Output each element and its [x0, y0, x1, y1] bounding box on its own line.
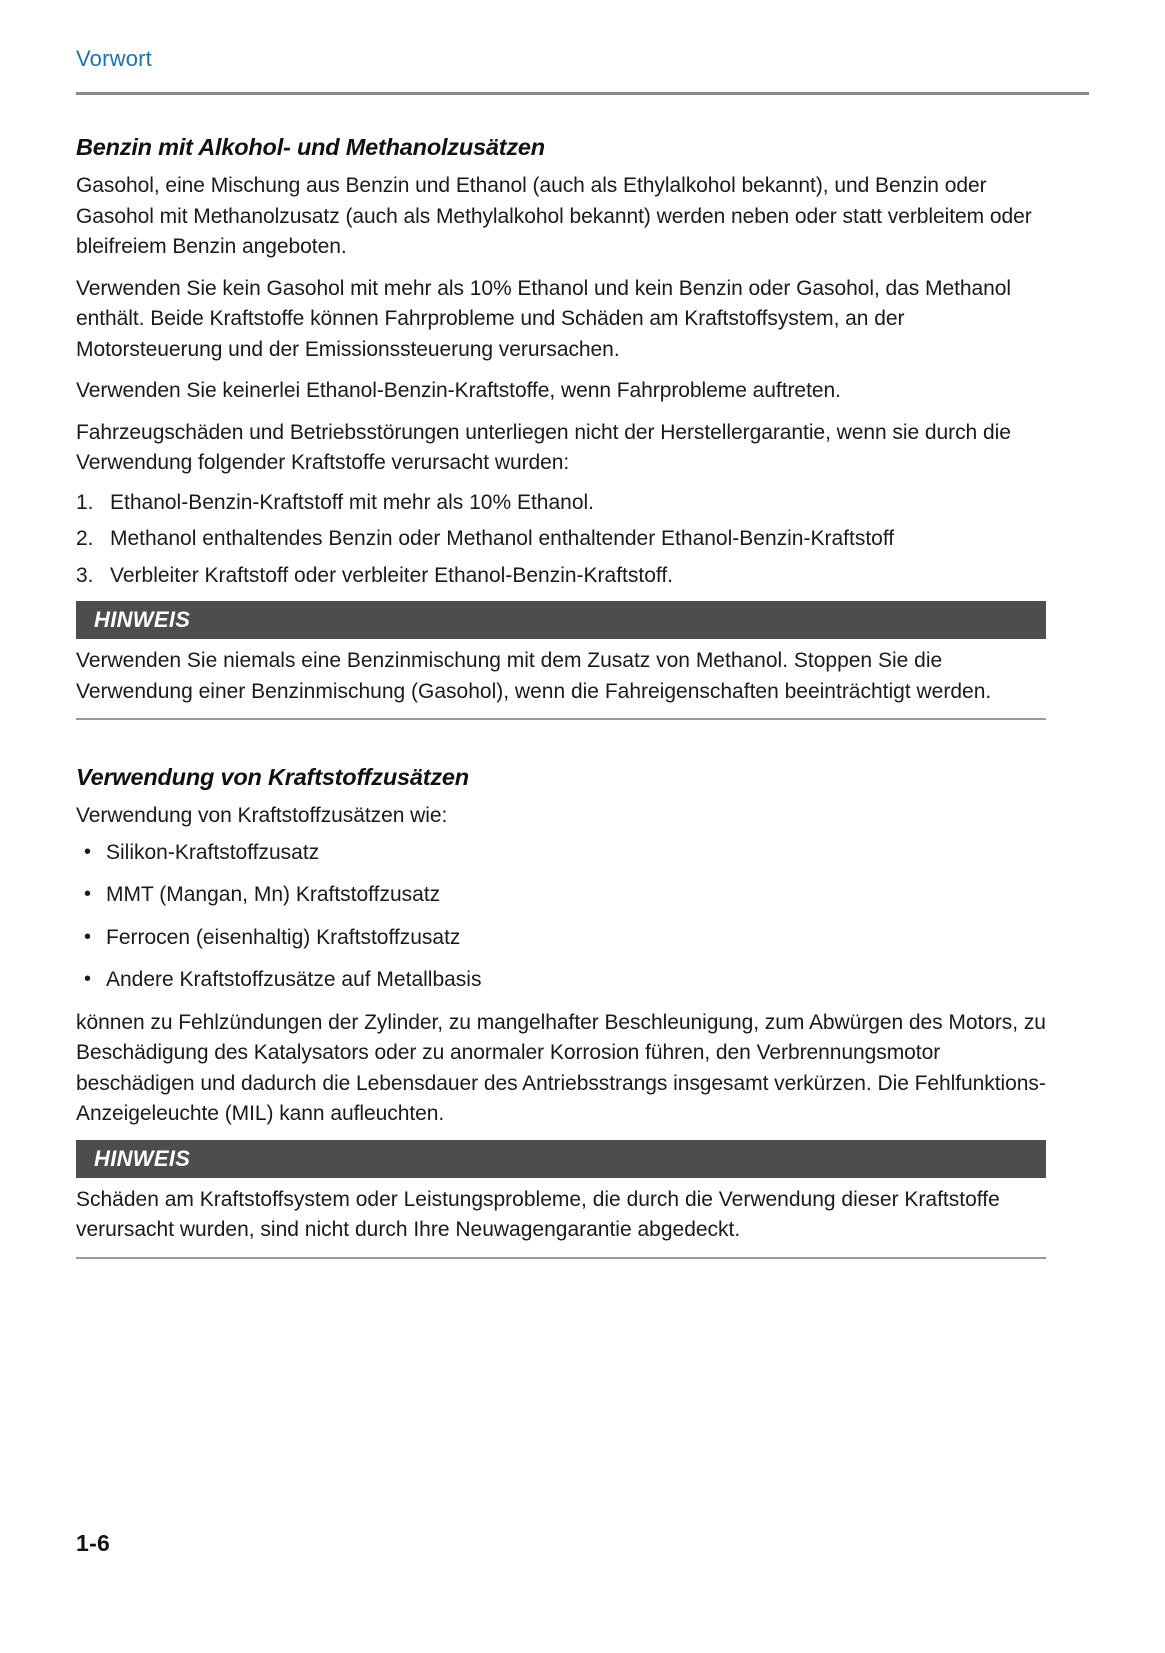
list-marker: 3.	[76, 563, 94, 587]
running-header	[76, 44, 1088, 74]
list-item	[76, 965, 1046, 996]
list-item	[76, 838, 1046, 869]
bullet-icon: •	[84, 840, 92, 863]
notice-bottom-divider	[76, 1257, 1046, 1259]
notice-body	[76, 1178, 1046, 1246]
notice-body	[76, 639, 1046, 707]
paragraph-additives-intro: Verwendung von Kraftstoffzusätzen wie:	[76, 804, 448, 827]
list-item-text: MMT (Mangan, Mn) Kraftstoffzusatz	[106, 883, 441, 906]
paragraph-gasohol-warning: Verwenden Sie kein Gasohol mit mehr als 10% Ethanol und kein Benzin oder Gasohol, das Methanol enthält. Beide Kraftstoffe können Fahrprobleme und Schäden am Kraftstoffsystem, an der Motorsteuerung und der Emissionssteuerung verursachen.	[76, 276, 1012, 361]
page-number: 1-6	[76, 1530, 111, 1556]
notice-block-methanol	[76, 601, 1046, 720]
list-item	[76, 561, 1046, 592]
notice-label: HINWEIS	[94, 607, 191, 632]
additives-list	[76, 838, 1046, 996]
notice-text: Verwenden Sie niemals eine Benzinmischung mit dem Zusatz von Methanol. Stoppen Sie die Verwendung einer Benzinmischung (Gasohol), wenn die Fahreigenschaften beeinträchtigt werden.	[76, 649, 992, 703]
list-item	[76, 488, 1046, 519]
bullet-icon: •	[84, 925, 92, 948]
paragraph-gasohol-intro: Gasohol, eine Mischung aus Benzin und Ethanol (auch als Ethylalkohol bekannt), und Benzin oder Gasohol mit Methanolzusatz (auch als Methylalkohol bekannt) werden neben oder statt verbleitem oder bleifreiem Benzin angeboten.	[76, 174, 1032, 258]
notice-block-warranty	[76, 1140, 1046, 1259]
header-divider	[76, 92, 1089, 95]
list-item-text: Verbleiter Kraftstoff oder verbleiter Ethanol-Benzin-Kraftstoff.	[110, 563, 674, 587]
section-heading-fuel-additives: Verwendung von Kraftstoffzusätzen	[76, 764, 469, 790]
list-item-text: Silikon-Kraftstoffzusatz	[106, 840, 320, 864]
paragraph-additives-consequences: können zu Fehlzündungen der Zylinder, zu mangelhafter Beschleunigung, zum Abwürgen des Motors, zu Beschädigung des Katalysators oder zu anormaler Korrosion führen, den Verbrennungsmotor beschädigen und dadurch die Lebensdauer des Antriebsstrangs insgesamt verkürzen. Die Fehlfunktions-Anzeigeleuchte (MIL) kann aufleuchten.	[76, 1010, 1046, 1125]
list-item-text: Methanol enthaltendes Benzin oder Methanol enthaltender Ethanol-Benzin-Kraftstoff	[110, 527, 895, 550]
section-heading-fuel-alcohol: Benzin mit Alkohol- und Methanolzusätzen	[76, 134, 545, 160]
paragraph-no-ethanol-fuels: Verwenden Sie keinerlei Ethanol-Benzin-Kraftstoffe, wenn Fahrprobleme auftreten.	[76, 379, 841, 402]
list-item	[76, 923, 1046, 954]
bullet-icon: •	[84, 883, 92, 905]
list-item	[76, 524, 1046, 555]
notice-header-bar	[76, 1140, 1046, 1178]
notice-label: HINWEIS	[94, 1145, 191, 1171]
excluded-fuels-list	[76, 488, 1046, 592]
list-item-text: Andere Kraftstoffzusätze auf Metallbasis	[106, 968, 482, 991]
bullet-icon: •	[84, 968, 92, 990]
chapter-title: Vorwort	[76, 46, 152, 71]
paragraph-warranty-exclusion: Fahrzeugschäden und Betriebsstörungen unterliegen nicht der Herstellergarantie, wenn sie durch die Verwendung folgender Kraftstoffe verursacht wurden:	[76, 420, 1011, 474]
notice-text: Schäden am Kraftstoffsystem oder Leistungsprobleme, die durch die Verwendung dieser Kraftstoffe verursacht wurden, sind nicht durch Ihre Neuwagengarantie abgedeckt.	[76, 1187, 1000, 1241]
page-content	[76, 132, 1046, 1259]
list-marker: 1.	[76, 490, 94, 514]
list-marker: 2.	[76, 527, 94, 550]
list-item-text: Ferrocen (eisenhaltig) Kraftstoffzusatz	[106, 925, 461, 949]
list-item-text: Ethanol-Benzin-Kraftstoff mit mehr als 10% Ethanol.	[110, 490, 595, 514]
notice-header-bar	[76, 601, 1046, 639]
list-item	[76, 880, 1046, 911]
section-spacer	[76, 720, 1046, 762]
